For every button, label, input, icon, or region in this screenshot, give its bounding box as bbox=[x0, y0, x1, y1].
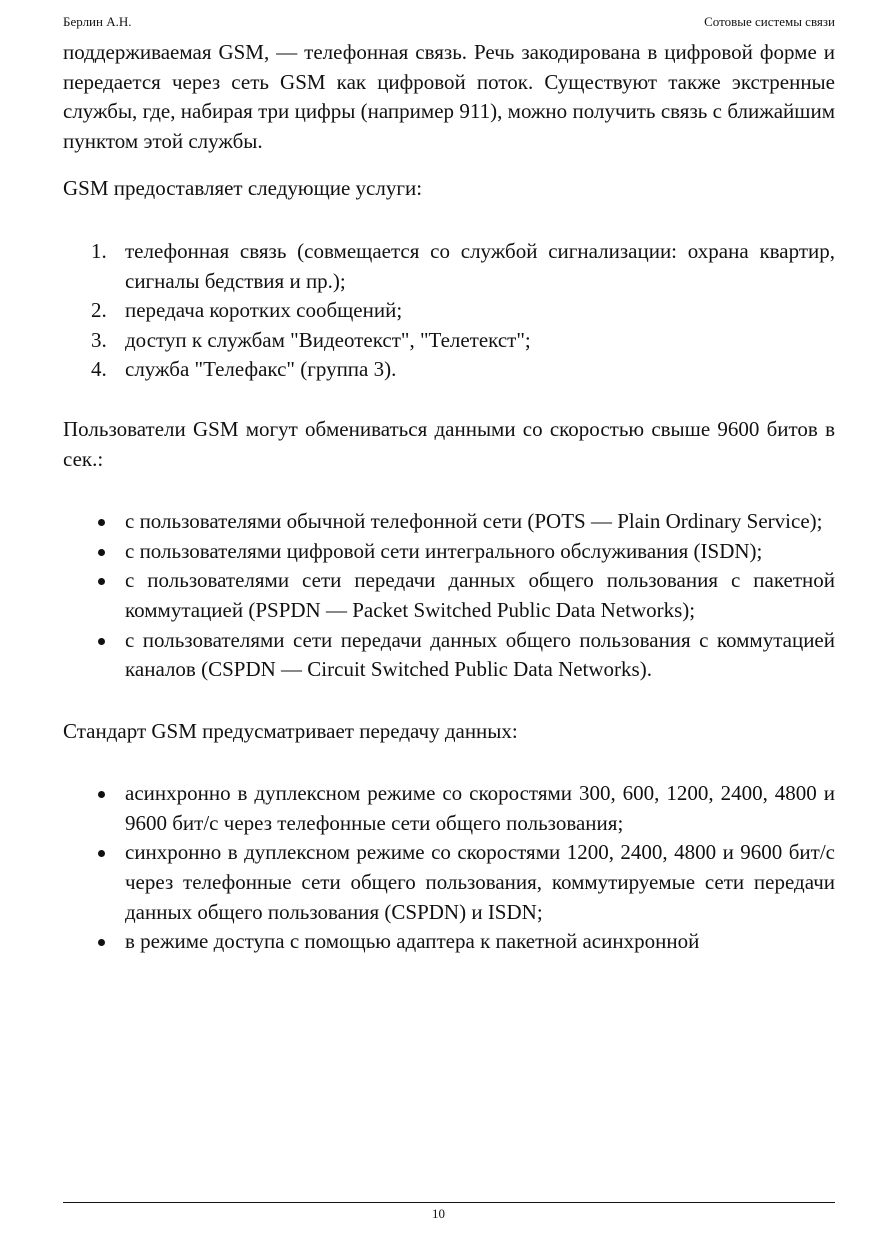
bullet-icon bbox=[98, 578, 105, 585]
list-item bbox=[63, 507, 835, 537]
list-item bbox=[63, 779, 835, 838]
services-heading: GSM предоставляет следующие услуги: bbox=[63, 176, 423, 201]
bullet-icon bbox=[98, 791, 105, 798]
list-item bbox=[63, 537, 835, 567]
list-item bbox=[63, 626, 835, 685]
bullet-icon bbox=[98, 638, 105, 645]
list-item bbox=[63, 326, 835, 356]
footer-divider bbox=[63, 1202, 835, 1203]
list-item bbox=[63, 355, 835, 385]
list-number: 2. bbox=[91, 298, 107, 323]
list-item-text: с пользователями сети передачи данных общего пользования с пакетной коммутацией (PSPDN — Packet Switched Public Data Networks); bbox=[125, 568, 835, 622]
list-item-text: передача коротких сообщений; bbox=[125, 298, 403, 323]
list-item-text: с пользователями обычной телефонной сети (POTS — Plain Ordinary Service); bbox=[125, 509, 823, 534]
document-body bbox=[63, 38, 835, 957]
list-item-text: с пользователями цифровой сети интегрального обслуживания (ISDN); bbox=[125, 538, 763, 563]
list-number: 4. bbox=[91, 357, 107, 382]
list-item bbox=[63, 566, 835, 625]
list-item bbox=[63, 237, 835, 296]
list-item bbox=[63, 838, 835, 927]
services-list bbox=[63, 237, 835, 385]
list-item-text: в режиме доступа с помощью адаптера к пакетной асинхронной bbox=[125, 929, 700, 954]
list-item bbox=[63, 296, 835, 326]
data-list bbox=[63, 779, 835, 957]
bullet-icon bbox=[98, 850, 105, 857]
list-item-text: доступ к службам "Видеотекст", "Телетекст"; bbox=[125, 327, 531, 352]
header-title: Сотовые системы связи bbox=[704, 14, 835, 29]
header-author: Берлин А.Н. bbox=[63, 14, 132, 29]
list-item-text: служба "Телефакс" (группа 3). bbox=[125, 357, 397, 382]
list-number: 1. bbox=[91, 238, 107, 263]
list-number: 3. bbox=[91, 327, 107, 352]
bullet-icon bbox=[98, 519, 105, 526]
users-paragraph: Пользователи GSM могут обмениваться данными со скоростью свыше 9600 битов в сек.: bbox=[63, 416, 835, 471]
users-list bbox=[63, 507, 835, 685]
page-number: 10 bbox=[432, 1206, 445, 1221]
list-item-text: телефонная связь (совмещается со службой сигнализации: охрана квартир, сигналы бедствия и пр.); bbox=[125, 238, 835, 293]
bullet-icon bbox=[98, 939, 105, 946]
bullet-icon bbox=[98, 549, 105, 556]
list-item-text: асинхронно в дуплексном режиме со скоростями 300, 600, 1200, 2400, 4800 и 9600 бит/с через телефонные сети общего пользования; bbox=[125, 781, 835, 835]
list-item-text: синхронно в дуплексном режиме со скоростями 1200, 2400, 4800 и 9600 бит/с через телефонные сети общего пользования, коммутируемые сети передачи данных общего пользования (CSPDN) и ISDN; bbox=[125, 840, 835, 924]
list-item-text: с пользователями сети передачи данных общего пользования с коммутацией каналов (CSPDN — Circuit Switched Public Data Networks). bbox=[125, 627, 835, 682]
intro-paragraph: поддерживаемая GSM, — телефонная связь. Речь закодирована в цифровой форме и передается через сеть GSM как цифровой поток. Существуют также экстренные службы, где, набирая три цифры (например 911), можно получить связь с ближайшим пунктом этой службы. bbox=[63, 40, 835, 153]
list-item bbox=[63, 927, 835, 957]
page-header bbox=[63, 14, 835, 34]
data-paragraph: Стандарт GSM предусматривает передачу данных: bbox=[63, 718, 518, 743]
